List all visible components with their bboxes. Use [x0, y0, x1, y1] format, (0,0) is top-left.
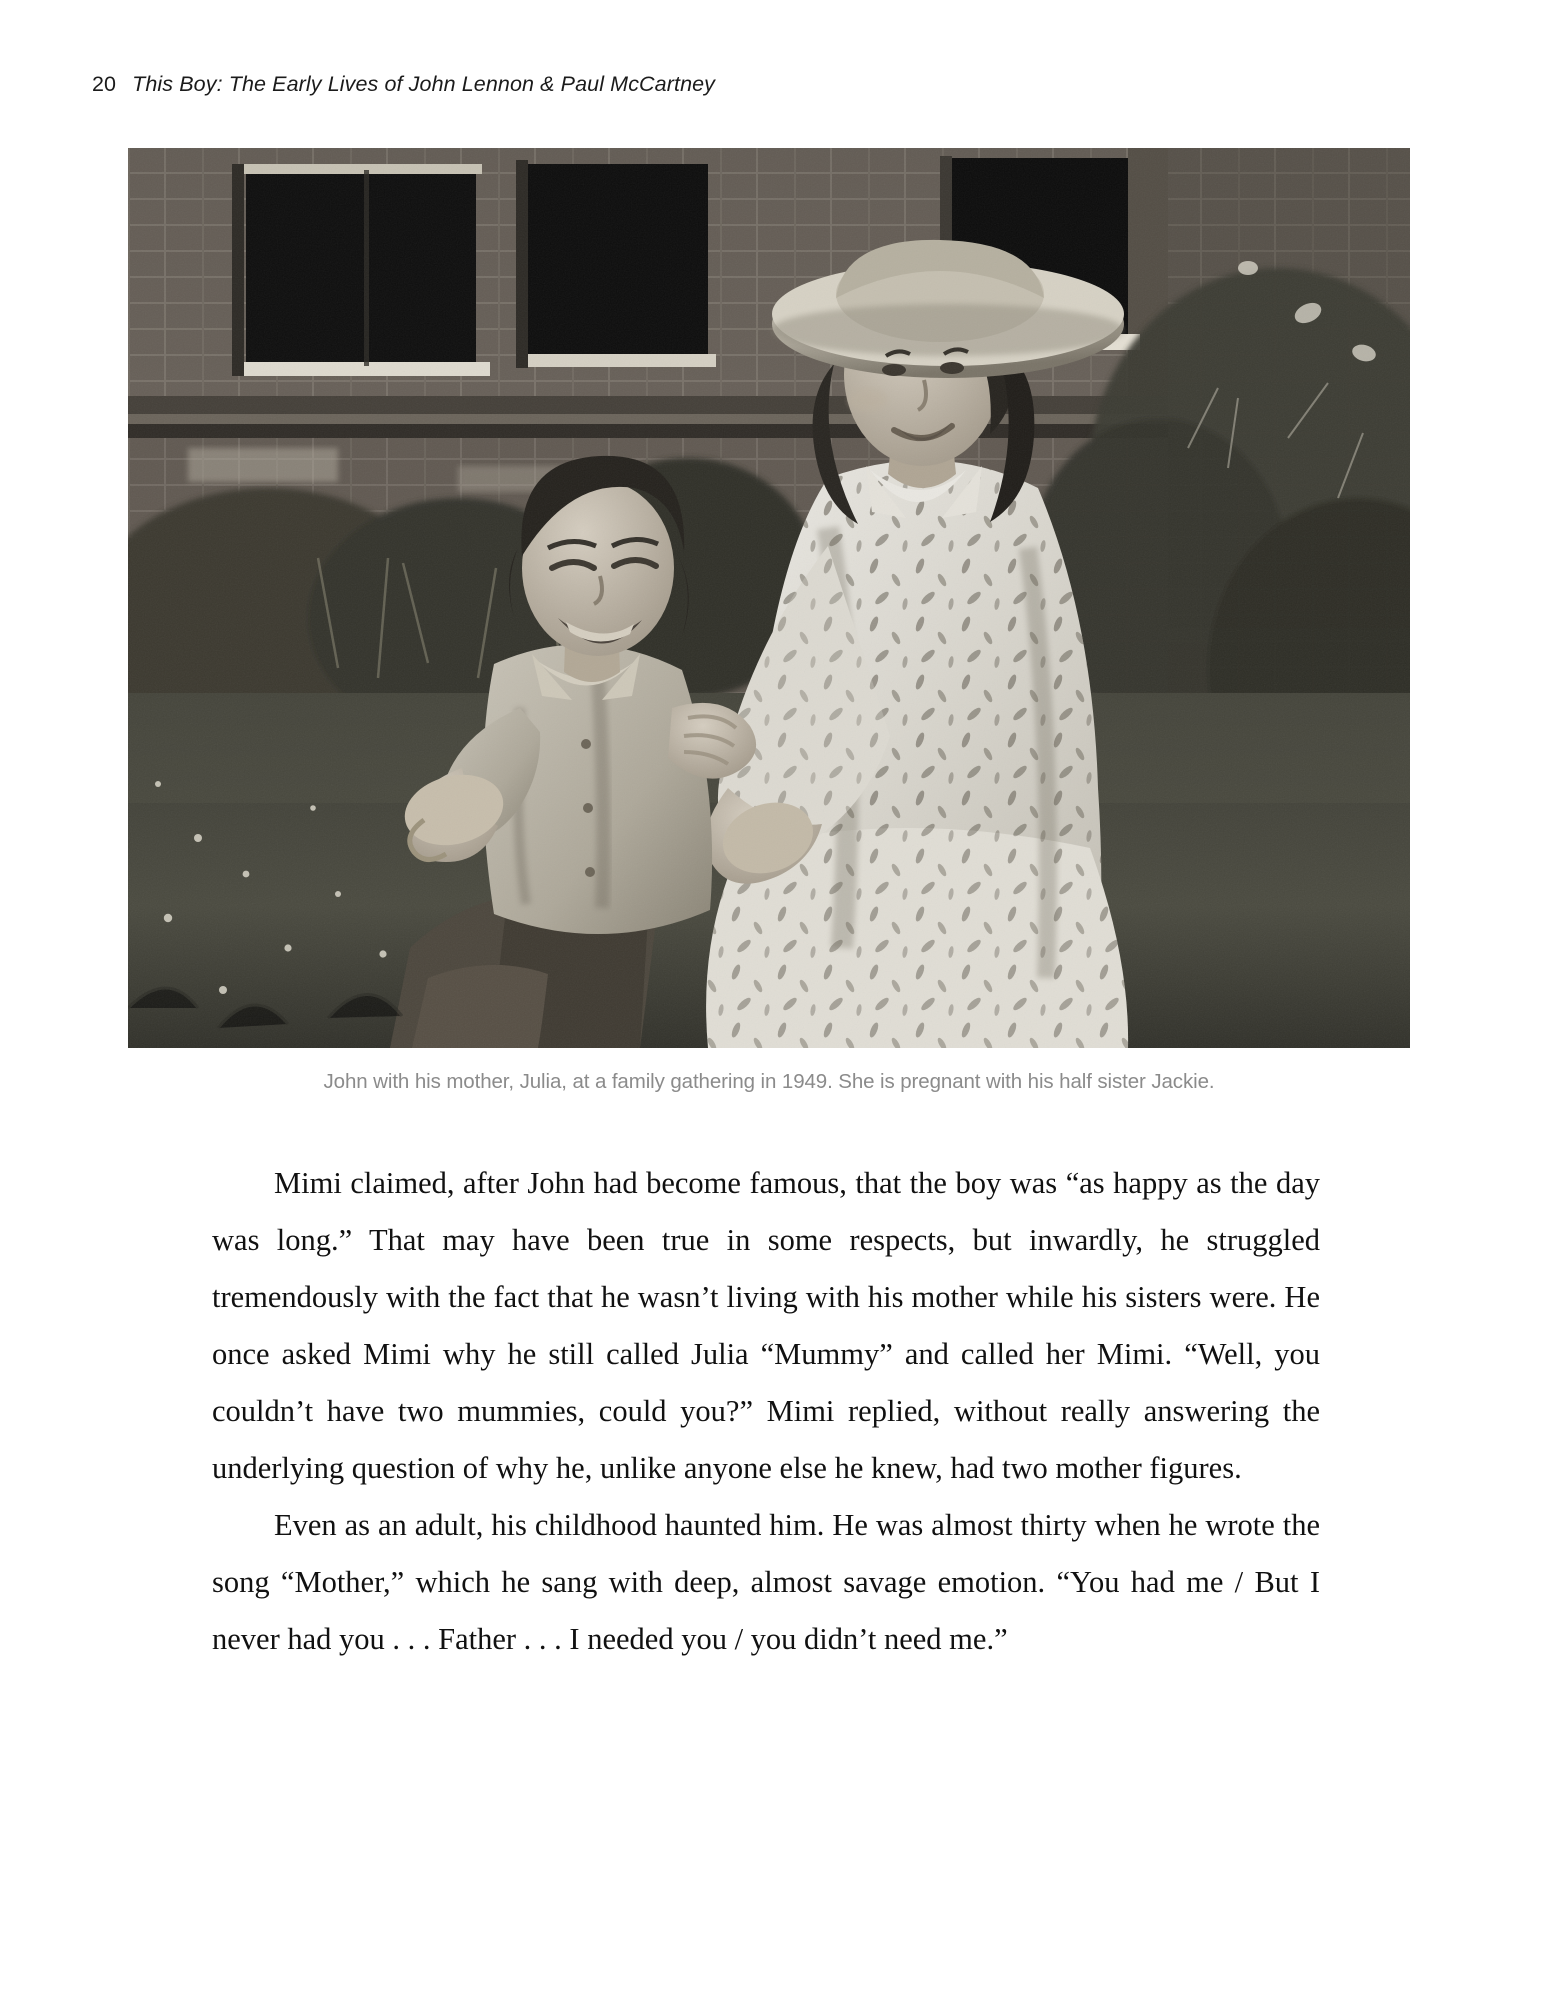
book-title: This Boy: The Early Lives of John Lennon & Paul McCartney — [132, 72, 716, 96]
photograph — [128, 148, 1410, 1048]
paragraph: Even as an adult, his childhood haunted him. He was almost thirty when he wrote the song “Mother,” which he sang with deep, almost savage emotion. “You had me / But I never had you . . . Father . . . I needed you / you didn’t need me.” — [212, 1508, 1320, 1656]
running-head — [92, 72, 1463, 97]
photograph-artwork — [128, 148, 1410, 1048]
body-text — [212, 1155, 1320, 1668]
figure-caption: John with his mother, Julia, at a family gathering in 1949. She is pregnant with his half sister Jackie. — [323, 1070, 1215, 1093]
paragraph: Mimi claimed, after John had become famous, that the boy was “as happy as the day was long.” That may have been true in some respects, but inwardly, he struggled tremendously with the fact that he wasn’t living with his mother while his sisters were. He once asked Mimi why he still called Julia “Mummy” and called her Mimi. “Well, you couldn’t have two mummies, could you?” Mimi replied, without really answering the underlying question of why he, unlike anyone else he knew, had two mother figures. — [212, 1166, 1320, 1485]
page-number: 20 — [92, 72, 117, 96]
figure — [128, 148, 1410, 1096]
